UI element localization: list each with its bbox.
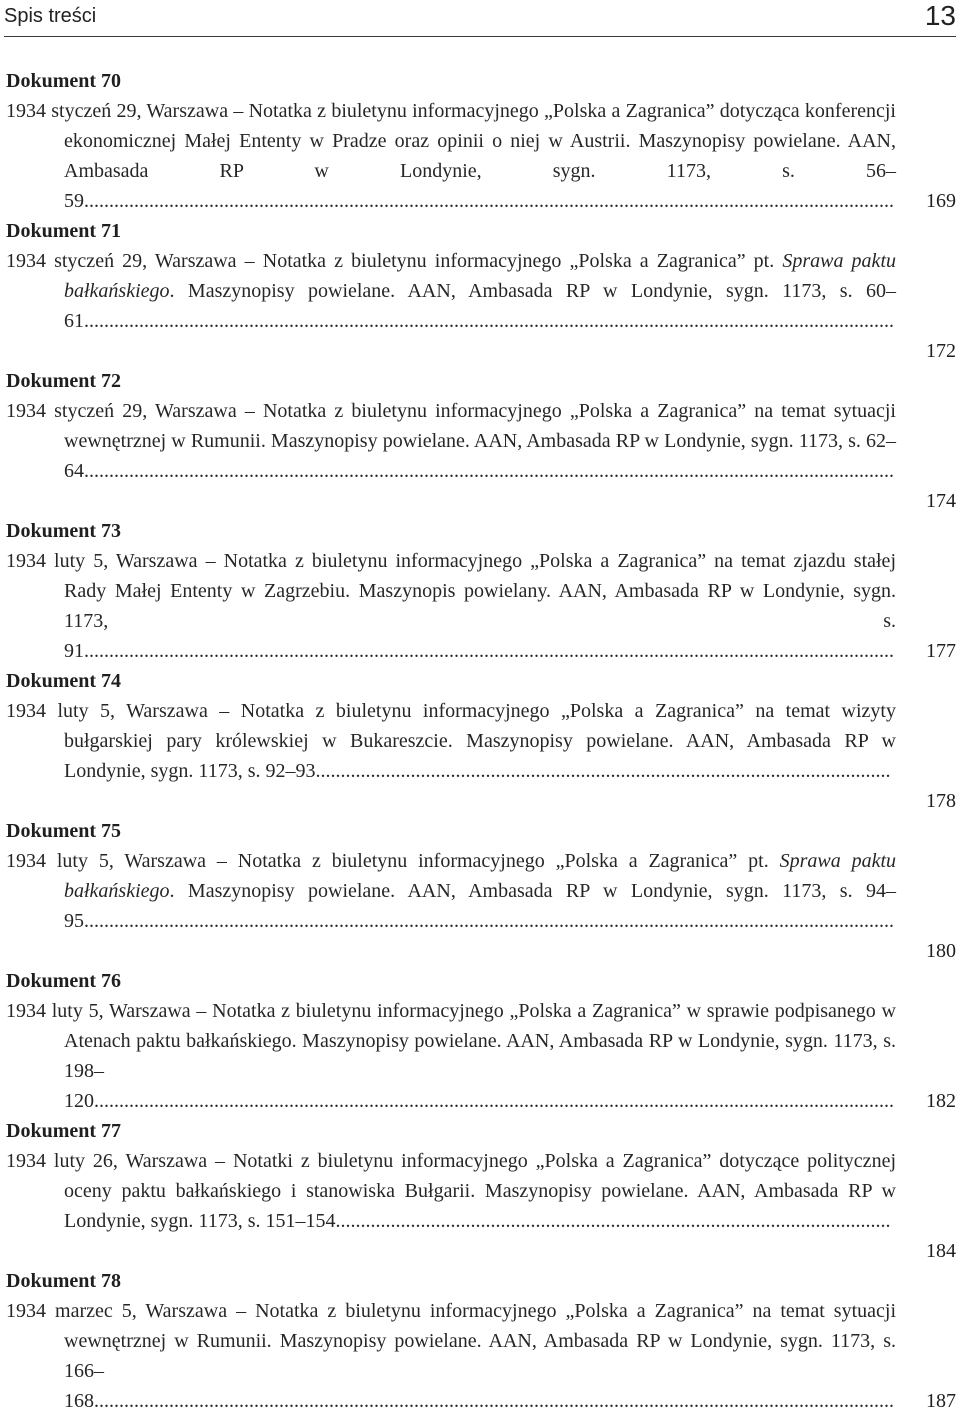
- entry-description: [6, 96, 896, 216]
- page-number: 13: [924, 0, 956, 31]
- leader-dots: ..................................................................................................................................................................: [84, 310, 894, 332]
- entry-page-number[interactable]: 174: [926, 490, 956, 512]
- entry-description: [6, 696, 896, 786]
- entry-page-number[interactable]: 184: [926, 1240, 956, 1262]
- running-title: Spis treści: [4, 5, 97, 27]
- entry-page-number[interactable]: 178: [926, 790, 956, 812]
- leader-dots: ................................................................................................................................................................: [94, 1390, 894, 1412]
- entry-page-number[interactable]: 182: [926, 1090, 956, 1112]
- entry-description: [6, 996, 896, 1116]
- toc-entry[interactable]: [0, 666, 960, 816]
- entry-description: [6, 1296, 896, 1416]
- leader-dots: ..................................................................................................................................................................: [84, 910, 894, 932]
- toc-entry[interactable]: [0, 1116, 960, 1266]
- leader-dots: ..................................................................................................................................................................: [84, 640, 894, 662]
- entry-description-text: 1934 luty 26, Warszawa – Notatki z biuletynu informacyjnego „Polska a Zagranica” dotyczące politycznej oceny paktu bałkańskiego i stanowiska Bułgarii. Maszynopisy powielane. AAN, Ambasada RP w Londynie, sygn. 1173, s. 151–154: [6, 1150, 896, 1232]
- leader-dots: ..................................................................................................................................................................: [84, 190, 894, 212]
- entry-page-number[interactable]: 169: [926, 190, 956, 212]
- entry-title: Dokument 74: [6, 670, 122, 692]
- entry-title: Dokument 73: [6, 520, 122, 542]
- entry-description: [6, 546, 896, 666]
- entry-description-text: 1934 luty 5, Warszawa – Notatka z biuletynu informacyjnego „Polska a Zagranica” na temat wizyty bułgarskiej pary królewskiej w Bukareszcie. Maszynopisy powielane. AAN, Ambasada RP w Londynie, sygn. 1173, s. 92–93: [6, 700, 896, 782]
- entry-description: [6, 246, 896, 336]
- toc-entry[interactable]: [0, 216, 960, 366]
- entry-italic-title: Sprawa paktu bałkańskiego: [64, 250, 896, 302]
- entry-description-text: 1934 luty 5, Warszawa – Notatka z biuletynu informacyjnego „Polska a Zagranica” na temat zjazdu stałej Rady Małej Ententy w Zagrzebiu. Maszynopis powielany. AAN, Ambasada RP w Londynie, sygn. 1173, s. 91: [6, 550, 896, 662]
- leader-dots: ................................................................................................................................................................: [94, 1090, 894, 1112]
- leader-dots: ...............................................................................................................: [335, 1210, 891, 1232]
- entry-title: Dokument 75: [6, 820, 122, 842]
- entry-title: Dokument 70: [6, 70, 122, 92]
- entry-page-number[interactable]: 177: [926, 640, 956, 662]
- entry-page-number[interactable]: 172: [926, 340, 956, 362]
- entry-description-text: 1934 styczeń 29, Warszawa – Notatka z biuletynu informacyjnego „Polska a Zagranica” dotycząca konferencji ekonomicznej Małej Ententy w Pradze oraz opinii o niej w Austrii. Maszynopisy powielane. AAN, Ambasada RP w Londynie, sygn. 1173, s. 56–59: [6, 100, 896, 212]
- entry-description: [6, 396, 896, 486]
- entry-description-text: 1934 styczeń 29, Warszawa – Notatka z biuletynu informacyjnego „Polska a Zagranica” na temat sytuacji wewnętrznej w Rumunii. Maszynopisy powielane. AAN, Ambasada RP w Londynie, sygn. 1173, s. 62–64: [6, 400, 896, 482]
- entry-page-number[interactable]: 187: [926, 1390, 956, 1412]
- leader-dots: ..................................................................................................................................................................: [84, 460, 894, 482]
- entry-title: Dokument 77: [6, 1120, 122, 1142]
- toc-list: [0, 66, 960, 1416]
- entry-description-text: 1934 luty 5, Warszawa – Notatka z biuletynu informacyjnego „Polska a Zagranica” w sprawie podpisanego w Atenach paktu bałkańskiego. Maszynopisy powielane. AAN, Ambasada RP w Londynie, sygn. 1173, s. 198–120: [6, 1000, 896, 1112]
- entry-description-text: 1934 marzec 5, Warszawa – Notatka z biuletynu informacyjnego „Polska a Zagranica” na temat sytuacji wewnętrznej w Rumunii. Maszynopisy powielane. AAN, Ambasada RP w Londynie, sygn. 1173, s. 166–168: [6, 1300, 896, 1412]
- entry-page-number[interactable]: 180: [926, 940, 956, 962]
- toc-entry[interactable]: [0, 366, 960, 516]
- toc-entry[interactable]: [0, 966, 960, 1116]
- entry-description-tail: . Maszynopisy powielane. AAN, Ambasada RP w Londynie, sygn. 1173, s. 94–95: [64, 880, 896, 932]
- entry-title: Dokument 71: [6, 220, 122, 242]
- entry-description-text: 1934 luty 5, Warszawa – Notatka z biuletynu informacyjnego „Polska a Zagranica” pt.: [6, 850, 780, 872]
- entry-description-text: 1934 styczeń 29, Warszawa – Notatka z biuletynu informacyjnego „Polska a Zagranica” pt.: [6, 250, 783, 272]
- toc-entry[interactable]: [0, 816, 960, 966]
- entry-description-tail: . Maszynopisy powielane. AAN, Ambasada RP w Londynie, sygn. 1173, s. 60–61: [64, 280, 896, 332]
- toc-entry[interactable]: [0, 1266, 960, 1416]
- entry-title: Dokument 76: [6, 970, 122, 992]
- entry-description: [6, 846, 896, 936]
- leader-dots: ...................................................................................................................: [315, 760, 891, 782]
- toc-entry[interactable]: [0, 516, 960, 666]
- toc-entry[interactable]: [0, 66, 960, 216]
- entry-title: Dokument 72: [6, 370, 122, 392]
- page-header: [4, 0, 956, 37]
- entry-italic-title: Sprawa paktu bałkańskiego: [64, 850, 897, 902]
- entry-title: Dokument 78: [6, 1270, 122, 1292]
- entry-description: [6, 1146, 896, 1236]
